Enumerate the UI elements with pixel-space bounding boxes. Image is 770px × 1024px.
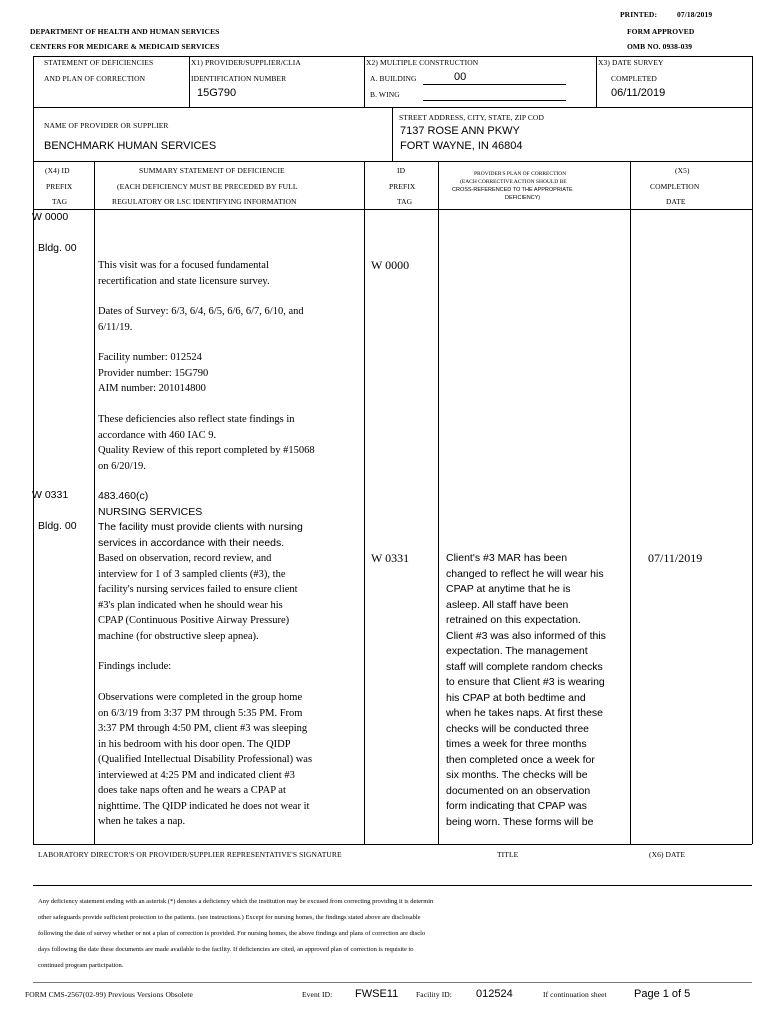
text-line: when he takes a nap. [98, 816, 186, 827]
printed-date: 07/18/2019 [677, 10, 713, 19]
facility-id-value: 012524 [476, 988, 513, 1000]
text-line: checks will be conducted three [446, 722, 589, 735]
provider-name-label: NAME OF PROVIDER OR SUPPLIER [44, 121, 169, 130]
plan-header-1: PROVIDER'S PLAN OF CORRECTION [474, 171, 567, 177]
id-tag-1: W 0000 [371, 258, 410, 272]
id-header-2: PREFIX [389, 182, 416, 191]
provider-id-value: 15G790 [197, 87, 237, 99]
event-id-value: FWSE11 [355, 988, 399, 1000]
text-line: expectation. The management [446, 645, 588, 657]
x1-label-2: IDENTIFICATION NUMBER [191, 74, 287, 83]
text-line: services in accordance with their needs. [98, 536, 285, 549]
page-number: Page 1 of 5 [634, 988, 691, 1000]
disclaimer [38, 894, 433, 974]
x1-label-1: X1) PROVIDER/SUPPLIER/CLIA [191, 58, 301, 67]
text-line: then completed once a week for [446, 753, 595, 766]
text-line: changed to reflect he will wear his [446, 567, 604, 580]
text-line: Quality Review of this report completed by #15068 [98, 445, 315, 456]
signature-date-label: (X6) DATE [649, 850, 686, 859]
plan-header-4: DEFICIENCY) [505, 195, 541, 201]
text-line: CPAP at anytime that he is [446, 583, 571, 595]
text-line: being worn. These forms will be [446, 815, 594, 828]
form-approved: FORM APPROVED [627, 27, 695, 36]
summary-paragraph-2 [98, 304, 362, 335]
text-line: This visit was for a focused fundamental [98, 260, 269, 271]
text-line: Facility number: 012524 [98, 352, 202, 363]
x3-label-2: COMPLETED [611, 74, 657, 83]
address-line-2: FORT WAYNE, IN 46804 [400, 140, 523, 152]
plan-header-3: CROSS-REFERENCED TO THE APPROPRIATE [452, 187, 573, 193]
plan-of-correction [446, 551, 628, 830]
text-line: Observations were completed in the group home [98, 692, 303, 703]
text-line: interview for 1 of 3 sampled clients (#3), the [98, 568, 286, 580]
text-line: machine (for obstructive sleep apnea). [98, 630, 259, 642]
text-line: The facility must provide clients with nursing [98, 521, 303, 533]
text-line: times a week for three months [446, 738, 587, 750]
building-label: A. BUILDING [370, 74, 417, 83]
completion-date: 07/11/2019 [648, 551, 703, 565]
text-line: 6/11/19. [98, 321, 133, 333]
text-line: Client #3 was also informed of this [446, 629, 606, 642]
text-line: facility's nursing services failed to ensure client [98, 584, 298, 595]
x5-header-1: (X5) [675, 166, 690, 175]
text-line: asleep. All staff have been [446, 598, 569, 611]
disclaimer-line: days following the date these documents are made available to the facility. If deficiencies are cited, an approved plan of correction is requisite to [38, 946, 414, 953]
statement-label-2: AND PLAN OF CORRECTION [44, 74, 146, 83]
continuation-label: If continuation sheet [543, 990, 607, 999]
text-line: on 6/3/19 from 3:37 PM through 5:35 PM. From [98, 707, 303, 719]
event-id-label: Event ID: [302, 990, 333, 999]
signature-label: LABORATORY DIRECTOR'S OR PROVIDER/SUPPLIER REPRESENTATIVE'S SIGNATURE [38, 850, 342, 859]
text-line: accordance with 460 IAC 9. [98, 429, 217, 441]
summary-header-3: REGULATORY OR LSC IDENTIFYING INFORMATION [112, 197, 297, 206]
prefix-tag-2: W 0331 [32, 489, 69, 501]
x2-label: X2) MULTIPLE CONSTRUCTION [366, 58, 479, 67]
provider-name-value: BENCHMARK HUMAN SERVICES [44, 140, 217, 152]
summary-paragraph-4 [98, 412, 362, 474]
text-line: Based on observation, record review, and [98, 553, 272, 564]
address-line-1: 7137 ROSE ANN PKWY [400, 125, 520, 137]
x5-header-2: COMPLETION [650, 182, 700, 191]
printed-label: PRINTED: [620, 10, 658, 19]
x5-header-3: DATE [666, 197, 686, 206]
x4-header-1: (X4) ID [45, 166, 70, 175]
text-line: CPAP (Continuous Positive Airway Pressure) [98, 615, 290, 626]
text-line: Dates of Survey: 6/3, 6/4, 6/5, 6/6, 6/7, 6/10, and [98, 306, 304, 317]
summary-paragraph-6 [98, 659, 362, 675]
text-line: staff will complete random checks [446, 660, 603, 673]
text-line: documented on an observation [446, 784, 591, 797]
text-line: in his bedroom with his door open. The QIDP [98, 738, 291, 750]
text-line: when he takes naps. At first these [446, 707, 604, 719]
summary-header-1: SUMMARY STATEMENT OF DEFICIENCIE [139, 166, 285, 175]
text-line: retrained on this expectation. [446, 614, 581, 626]
text-line: AIM number: 201014800 [98, 383, 206, 394]
text-line: his CPAP at both bedtime and [446, 691, 586, 704]
plan-header-2: (EACH CORRECTIVE ACTION SHOULD BE [460, 179, 567, 185]
summary-paragraph-3 [98, 350, 362, 397]
disclaimer-line: Any deficiency statement ending with an asterisk (*) denotes a deficiency which the institution may be excused from correcting providing it is determin [38, 898, 434, 905]
address-label: STREET ADDRESS, CITY, STATE, ZIP COD [399, 113, 544, 122]
title-label: TITLE [497, 850, 519, 859]
text-line: to ensure that Client #3 is wearing [446, 676, 605, 688]
facility-id-label: Facility ID: [416, 990, 452, 999]
bldg-label-2: Bldg. 00 [38, 520, 77, 532]
text-line: interviewed at 4:25 PM and indicated client #3 [98, 769, 295, 781]
text-line: Client's #3 MAR has been [446, 552, 568, 564]
text-line: 483.460(c) [98, 490, 149, 502]
x4-header-3: TAG [52, 197, 68, 206]
text-line: on 6/20/19. [98, 460, 146, 472]
text-line: nighttime. The QIDP indicated he does not wear it [98, 800, 310, 812]
form-number: FORM CMS-2567(02-99) Previous Versions Obsolete [25, 990, 193, 999]
text-line: #3's plan indicated when he should wear his [98, 599, 283, 611]
disclaimer-line: following the date of survey whether or not a plan of correction is provided. For nursing homes, the above findings and plans of correction are disclo [38, 930, 426, 937]
text-line: Provider number: 15G790 [98, 367, 209, 379]
text-line: six months. The checks will be [446, 769, 588, 781]
disclaimer-line: continued program participation. [38, 962, 124, 969]
bldg-label-1: Bldg. 00 [38, 242, 77, 254]
text-line: form indicating that CPAP was [446, 800, 587, 812]
department-name: DEPARTMENT OF HEALTH AND HUMAN SERVICES [30, 27, 220, 36]
id-tag-2: W 0331 [371, 551, 410, 565]
survey-completed-date: 06/11/2019 [611, 87, 666, 99]
centers-name: CENTERS FOR MEDICARE & MEDICAID SERVICES [30, 42, 220, 51]
summary-paragraph-5 [98, 551, 362, 644]
text-line: (Qualified Intellectual Disability Professional) was [98, 754, 313, 765]
statement-label-1: STATEMENT OF DEFICIENCIES [44, 58, 154, 67]
prefix-tag-1: W 0000 [32, 211, 69, 223]
text-line: These deficiencies also reflect state findings in [98, 414, 295, 425]
summary-header-2: (EACH DEFICIENCY MUST BE PRECEDED BY FULL [117, 182, 298, 191]
regulation-block [98, 489, 362, 551]
summary-paragraph-7 [98, 690, 362, 830]
text-line: 3:37 PM through 4:50 PM, client #3 was sleeping [98, 723, 308, 734]
x3-label-1: X3) DATE SURVEY [598, 58, 664, 67]
x4-header-2: PREFIX [46, 182, 73, 191]
id-header-1: ID [397, 166, 406, 175]
id-header-3: TAG [397, 197, 413, 206]
text-line: does take naps often and he wears a CPAP at [98, 785, 286, 796]
summary-paragraph-1 [98, 258, 362, 289]
text-line: recertification and state licensure survey. [98, 275, 270, 287]
building-value: 00 [454, 71, 467, 83]
text-line: NURSING SERVICES [98, 505, 203, 518]
omb-number: OMB NO. 0938-039 [627, 42, 693, 51]
wing-label: B. WING [370, 90, 400, 99]
disclaimer-line: other safeguards provide sufficient protection to the patients. (see instructions.) Except for nursing homes, the findings stated above are disclosable [38, 914, 421, 921]
text-line: Findings include: [98, 661, 172, 672]
